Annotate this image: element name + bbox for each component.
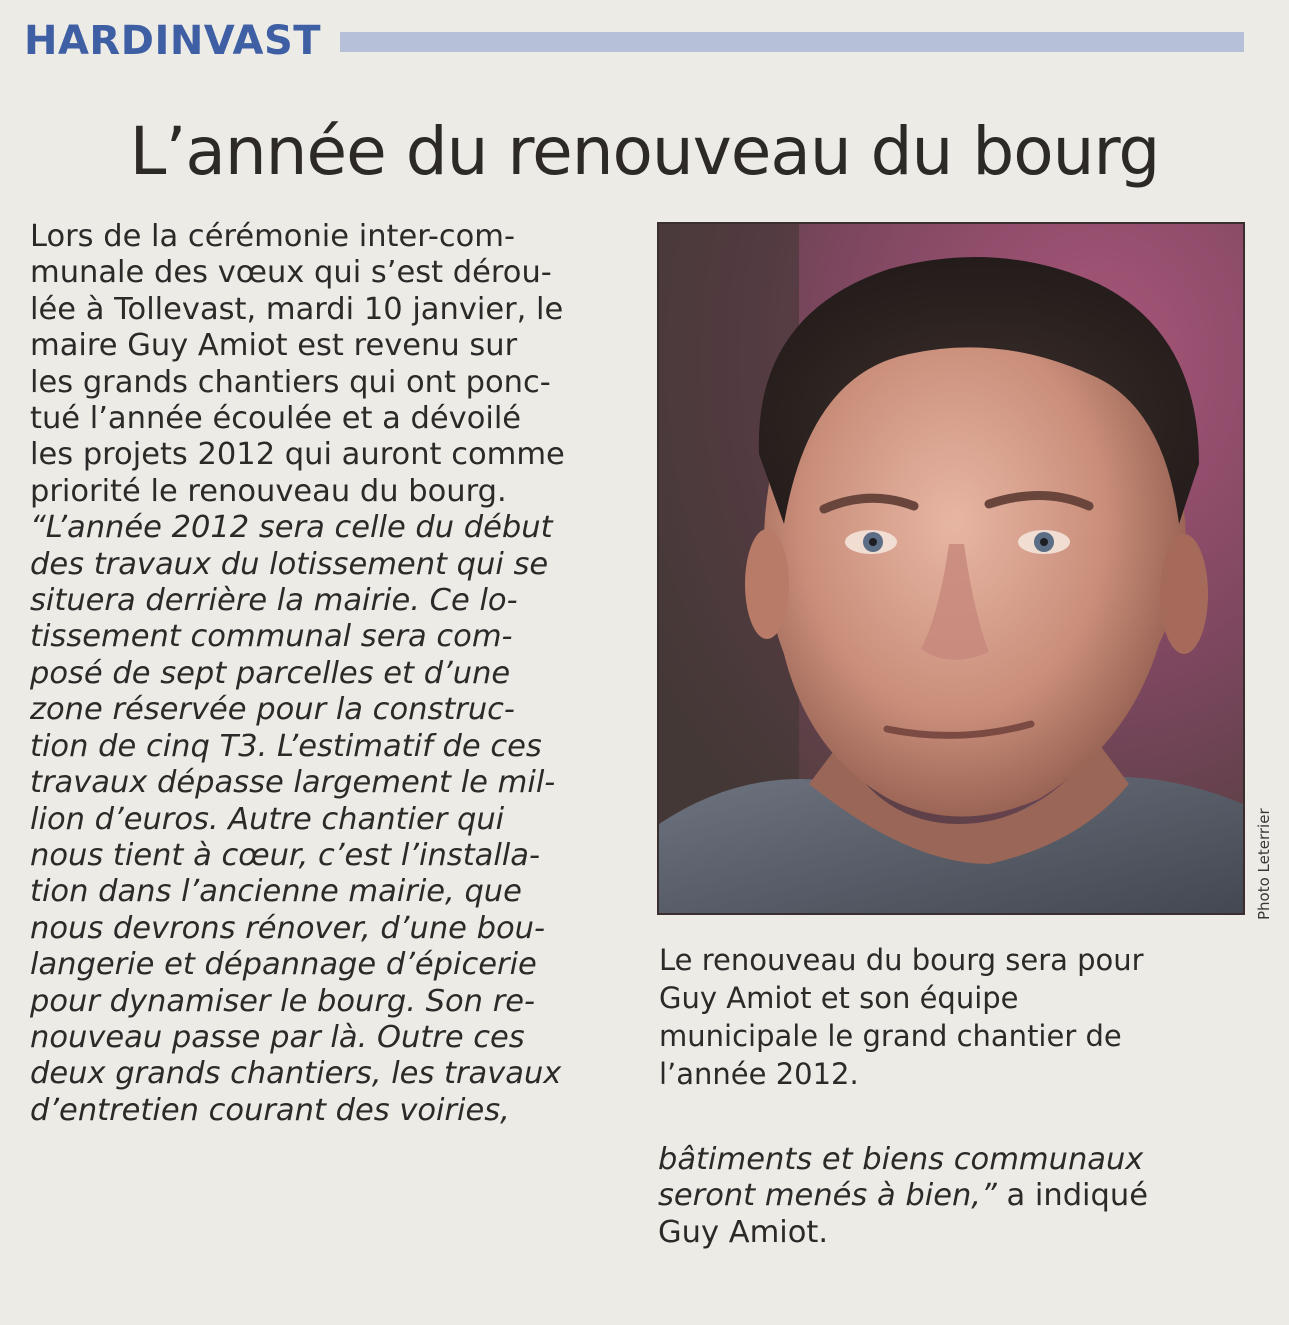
- article-body-right-column: [658, 1142, 1248, 1251]
- quote-line: deux grands chantiers, les travaux: [30, 1056, 562, 1092]
- quote-line: tion dans l’ancienne mairie, que: [30, 874, 522, 910]
- section-rule: [340, 32, 1244, 52]
- section-label: HARDINVAST: [24, 18, 322, 64]
- intro-line: munale des vœux qui s’est dérou-: [30, 255, 552, 291]
- article-body-left-column: [30, 219, 620, 1129]
- closing-quote-with-attribution: [658, 1178, 1248, 1214]
- quote-line: pour dynamiser le bourg. Son re-: [30, 983, 536, 1019]
- intro-line: lée à Tollevast, mardi 10 janvier, le: [30, 291, 564, 327]
- section-header: [24, 18, 1244, 64]
- quote-line: d’entretien courant des voiries,: [30, 1092, 510, 1128]
- closing-quote-line: seront menés à bien,”: [658, 1178, 997, 1214]
- attribution-verb: a indiqué: [996, 1178, 1148, 1214]
- portrait-illustration: [659, 224, 1243, 913]
- intro-line: tué l’année écoulée et a dévoilé: [30, 401, 522, 437]
- caption-line: l’année 2012.: [659, 1057, 859, 1091]
- quote-line: langerie et dépannage d’épicerie: [30, 947, 537, 983]
- caption-line: municipale le grand chantier de: [659, 1019, 1122, 1053]
- intro-line: maire Guy Amiot est revenu sur: [30, 328, 518, 364]
- closing-quote-line: bâtiments et biens communaux: [658, 1142, 1144, 1177]
- intro-line: les grands chantiers qui ont ponc-: [30, 364, 551, 400]
- portrait-photo: [657, 222, 1245, 915]
- photo-credit: [1254, 765, 1274, 920]
- intro-line: Lors de la cérémonie inter-com-: [30, 219, 515, 254]
- quote-line: nous devrons rénover, d’une bou-: [30, 910, 545, 946]
- quote-line: posé de sept parcelles et d’une: [30, 655, 511, 691]
- photo-credit-text: Photo Leterrier: [1255, 808, 1273, 920]
- quote-line: situera derrière la mairie. Ce lo-: [30, 583, 518, 619]
- quote-line: tissement communal sera com-: [30, 619, 513, 655]
- quote-line: des travaux du lotissement qui se: [30, 546, 549, 582]
- quote-line: tion de cinq T3. L’estimatif de ces: [30, 728, 542, 764]
- attribution-name: Guy Amiot.: [658, 1214, 829, 1250]
- quote-line: nouveau passe par là. Outre ces: [30, 1019, 525, 1055]
- quote-line: nous tient à cœur, c’est l’installa-: [30, 837, 540, 873]
- photo-caption: [659, 941, 1239, 1093]
- quote-line: zone réservée pour la construc-: [30, 692, 515, 728]
- quote-line: travaux dépasse largement le mil-: [30, 765, 556, 801]
- quote-line: “L’année 2012 sera celle du début: [30, 510, 553, 546]
- intro-line: les projets 2012 qui auront comme: [30, 437, 565, 473]
- caption-line: Le renouveau du bourg sera pour: [659, 943, 1144, 977]
- quote-line: lion d’euros. Autre chantier qui: [30, 801, 505, 837]
- caption-line: Guy Amiot et son équipe: [659, 981, 1019, 1015]
- intro-line: priorité le renouveau du bourg.: [30, 473, 507, 509]
- article-headline: L’année du renouveau du bourg: [129, 113, 1160, 190]
